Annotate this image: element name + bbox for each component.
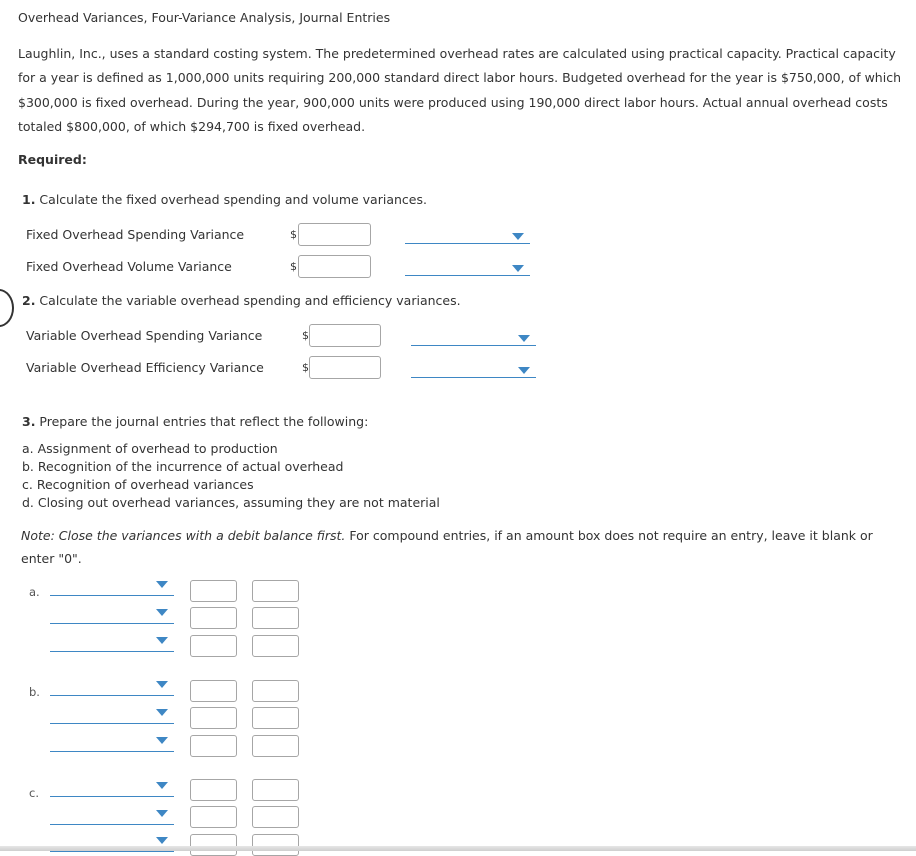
- journal-part-b-label: b.: [29, 685, 40, 699]
- chevron-down-icon: [156, 810, 168, 817]
- required-heading: Required:: [18, 152, 87, 167]
- journal-a-credit-input-1[interactable]: [252, 580, 299, 602]
- journal-a-debit-input-3[interactable]: [190, 635, 237, 657]
- chevron-down-icon: [518, 335, 530, 342]
- instructions-note: Note: Close the variances with a debit balance first. For compound entries, if an amount box does not require an entry, leave it blank or enter "0".: [21, 528, 873, 566]
- journal-requirements-list: [22, 440, 440, 512]
- chevron-down-icon: [156, 681, 168, 688]
- journal-c-account-dropdown-2[interactable]: [50, 807, 174, 825]
- journal-a-account-dropdown-3[interactable]: [50, 634, 174, 652]
- fixed-volume-label: Fixed Overhead Volume Variance: [26, 259, 232, 274]
- variable-efficiency-type-dropdown[interactable]: [411, 360, 536, 378]
- journal-c-debit-input-1[interactable]: [190, 779, 237, 801]
- journal-a-account-dropdown-2[interactable]: [50, 606, 174, 624]
- currency-symbol: $: [290, 228, 297, 241]
- journal-c-account-dropdown-1[interactable]: [50, 779, 174, 797]
- chevron-down-icon: [156, 837, 168, 844]
- journal-c-debit-input-3[interactable]: [190, 834, 237, 856]
- fixed-spending-amount-input[interactable]: [298, 223, 371, 246]
- page-title: Overhead Variances, Four-Variance Analysis, Journal Entries: [18, 10, 391, 25]
- journal-b-account-dropdown-3[interactable]: [50, 734, 174, 752]
- journal-c-credit-input-3[interactable]: [252, 834, 299, 856]
- journal-b-account-dropdown-2[interactable]: [50, 706, 174, 724]
- journal-part-a-label: a.: [29, 585, 40, 599]
- question-3: 3. Prepare the journal entries that reflect the following:: [22, 414, 369, 429]
- fixed-spending-type-dropdown[interactable]: [405, 226, 530, 244]
- variable-spending-label: Variable Overhead Spending Variance: [26, 328, 263, 343]
- variable-spending-amount-input[interactable]: [309, 324, 381, 347]
- journal-c-credit-input-2[interactable]: [252, 806, 299, 828]
- journal-b-credit-input-2[interactable]: [252, 707, 299, 729]
- journal-b-account-dropdown-1[interactable]: [50, 678, 174, 696]
- chevron-down-icon: [156, 709, 168, 716]
- problem-intro: Laughlin, Inc., uses a standard costing system. The predetermined overhead rates are calculated using practical capacity. Practical capacity for a year is defined as 1,000,000 units requiring 200,000 standard direct labor hours. Budgeted overhead for the year is $750,000, of which $300,000 is fixed overhead. During the year, 900,000 units were produced using 190,000 direct labor hours. Actual annual overhead costs totaled $800,000, of which $294,700 is fixed overhead.: [18, 46, 901, 134]
- chevron-down-icon: [156, 609, 168, 616]
- journal-a-debit-input-2[interactable]: [190, 607, 237, 629]
- journal-a-credit-input-2[interactable]: [252, 607, 299, 629]
- fixed-volume-amount-input[interactable]: [298, 255, 371, 278]
- journal-b-credit-input-3[interactable]: [252, 735, 299, 757]
- currency-symbol: $: [290, 260, 297, 273]
- question-2: 2. Calculate the variable overhead spending and efficiency variances.: [22, 293, 461, 308]
- currency-symbol: $: [302, 361, 309, 374]
- chevron-down-icon: [156, 737, 168, 744]
- chevron-down-icon: [512, 233, 524, 240]
- chevron-down-icon: [518, 367, 530, 374]
- chevron-down-icon: [156, 782, 168, 789]
- list-item: b. Recognition of the incurrence of actual overhead: [22, 459, 344, 474]
- journal-b-debit-input-2[interactable]: [190, 707, 237, 729]
- variable-efficiency-amount-input[interactable]: [309, 356, 381, 379]
- list-item: d. Closing out overhead variances, assuming they are not material: [22, 495, 440, 510]
- scroll-marker-icon: [0, 289, 14, 327]
- journal-a-account-dropdown-1[interactable]: [50, 578, 174, 596]
- list-item: c. Recognition of overhead variances: [22, 477, 254, 492]
- journal-a-debit-input-1[interactable]: [190, 580, 237, 602]
- variable-spending-type-dropdown[interactable]: [411, 328, 536, 346]
- journal-a-credit-input-3[interactable]: [252, 635, 299, 657]
- variable-efficiency-label: Variable Overhead Efficiency Variance: [26, 360, 264, 375]
- journal-c-debit-input-2[interactable]: [190, 806, 237, 828]
- list-item: a. Assignment of overhead to production: [22, 441, 278, 456]
- fixed-volume-type-dropdown[interactable]: [405, 258, 530, 276]
- journal-part-c-label: c.: [29, 786, 39, 800]
- journal-b-debit-input-3[interactable]: [190, 735, 237, 757]
- journal-c-credit-input-1[interactable]: [252, 779, 299, 801]
- currency-symbol: $: [302, 329, 309, 342]
- viewport-bottom-edge: [0, 846, 916, 851]
- journal-b-debit-input-1[interactable]: [190, 680, 237, 702]
- chevron-down-icon: [156, 581, 168, 588]
- fixed-spending-label: Fixed Overhead Spending Variance: [26, 227, 245, 242]
- question-1: 1. Calculate the fixed overhead spending and volume variances.: [22, 192, 427, 207]
- chevron-down-icon: [156, 637, 168, 644]
- journal-b-credit-input-1[interactable]: [252, 680, 299, 702]
- chevron-down-icon: [512, 265, 524, 272]
